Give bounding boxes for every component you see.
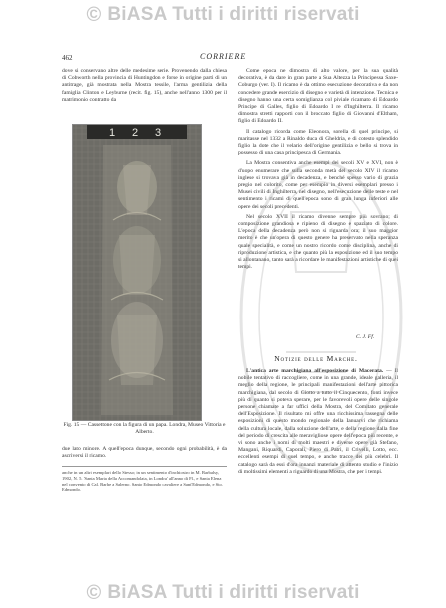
panel-number: 2 — [132, 127, 139, 139]
paragraph — [238, 368, 398, 476]
paragraph: due lato minore. A quell'epoca dunque, secondo ogni probabilità, è da ascriversi il ricamo. — [62, 446, 227, 460]
panel-number: 1 — [109, 127, 116, 139]
scanned-page — [0, 32, 446, 577]
running-title: CORRIERE — [200, 52, 247, 61]
panel-number: 3 — [155, 127, 162, 139]
paragraph: Come epoca ne dimostra di alto valore, per la sua qualità decorativa, è da dare in gran parte a Sua Altezza la Principessa Saxe-Coburgo (ver. I). Il ricamo è da ottimo esecuzione decorativa e da non concedere grande esercizio di disegno e varietà di intenzione. Tecnica e disegno hanno una certa somiglianza col piviale ricamato di Edoardo Principe di Galles, figlio di Edoardo I re d'Inghilterra. Il ricamo dimostra stretti rapporti con il broccato figlio di Giovanni d'Eltham, figlio di Edoardo II. — [238, 68, 398, 125]
copyright-icon: © — [86, 3, 102, 26]
author-signature: C. J. Ff. — [356, 334, 375, 340]
paragraph: Nel secolo XVII il ricamo divenne sempre più sovrano; di composizione grandiosa e ripieno di disegno e spaziato di colore. L'epoca della decadenza però non si riguarda ora; il suo maggior merito è che un'opera di questo genere ha preservato nella speranza quale specialità, e come un nostro ricordo come disciplina, anche di riproduzione artistica, e che quanto più la esposizione ed il suo tempo si allontanano, tanto sarà a ricordare le manifestazioni artistiche di quei tempi. — [238, 213, 398, 271]
left-column-top — [62, 68, 227, 107]
watermark-text: BiASA Tutti i diritti riservati — [107, 4, 360, 25]
paragraph: Il catalogo ricorda come Eleonora, sorella di quel principe, si maritasse nel 1332 a Rinaldo duca di Gheldria, e di cotesto splendido figlio la dote che il velario dell'origine gentilizia e bello si trova in possesso di una casa principesca di Germania. — [238, 128, 398, 157]
watermark-top — [0, 0, 446, 30]
watermark-text: BiASA Tutti i diritti riservati — [107, 582, 360, 603]
article-text: — Il nobile tentativo di raccogliere, come in una grande, ideale galleria, il meglio della regione, le principali manifestazioni dell'arte pittorica marchigiana, dal secolo di Giotto a tutto il Cinquecento, fonti invece più di quanto si poteva sperare, per le favorevoli opere delle singole persone chiamate a far uffici della Mostra, del Comitato generale dell'Esposizione. Il risultato mi offre una ricchissima rassegna delle esposizioni di questo mondo regionale della Ianuarvi che richiama della cultura locale, dalla soluzione dell'arte, e della regione dalla fine del periodo di crescita alle meravigliose opere dell'epoca più recente, e vi sono anche i nomi di molti maestri e diverse opere già Stefano, Mangani, Riquardi, Caporali, Piero di Patrì, il Crivelli, Lotto, ecc. eccellenti esempi di quel tempo, e anche tracce dei più celebri. Il catalogo sarà da essi d'ora innanzi materiale di attento studio e l'inizio di moltissimi elementi a riguardo di una Mostra, che per i tempi. — [238, 368, 398, 475]
right-column-top — [238, 68, 398, 274]
paragraph: La Mostra consentiva anche esempi dei secoli XV e XVI, non è d'uopo enumerare che sulla seconda metà del secolo XIV il ricamo inglese si trovava già in decadenza, e benché spesso vario di grazia pregio nel colorito, come per esempio in diversi esemplari presso i Musei civili di Inghilterra, nel disegno, nell'esecuzione delle teste e nel sentimento i ricami di quell'epoca sono di gran lunga inferiori alle opere dei secoli precedenti. — [238, 160, 398, 210]
embroidered-chasuble-image — [72, 124, 202, 421]
watermark-bottom — [0, 578, 446, 608]
page-number: 462 — [62, 54, 73, 62]
article-lead: L'antica arte marchigiana all'esposizione di Macerata. — [246, 368, 384, 374]
section-title: Notizie delle Marche. — [274, 354, 358, 363]
left-column-bottom — [62, 446, 227, 463]
right-column-bottom — [238, 368, 398, 479]
footnote: anche in un altri esemplari dello Stesso; in un sentimento d'inchiostro in M. Barbalsy, 1902, N. 5. 'Santa Maria della Accomandolata, in Londra' all'anno di Fl., e Santa Elena nel convento di Cal. Barhe a Salerno. Santo Edmondo cavaliere a Sant'Edmondo, e Sto. Edmondo. — [62, 466, 227, 493]
copyright-icon: © — [86, 581, 102, 604]
figure-caption: Fig. 15 — Cassettone con la figura di un papa. Londra, Museo Vittoria e Alberto. — [63, 422, 226, 435]
paragraph: dove si conservano altre delle medesime serie. Provenendo dalla chiesa di Cobworth nella provincia di Huntingdon e forse in origine parti di un antitrage, già mostrata nella Mostra tessile, l'arma gentilizia della famiglia Clinton e Leyburne (recit. fig. 15), anche nell'anno 1300 per il matrimonio contratto da — [62, 68, 227, 103]
